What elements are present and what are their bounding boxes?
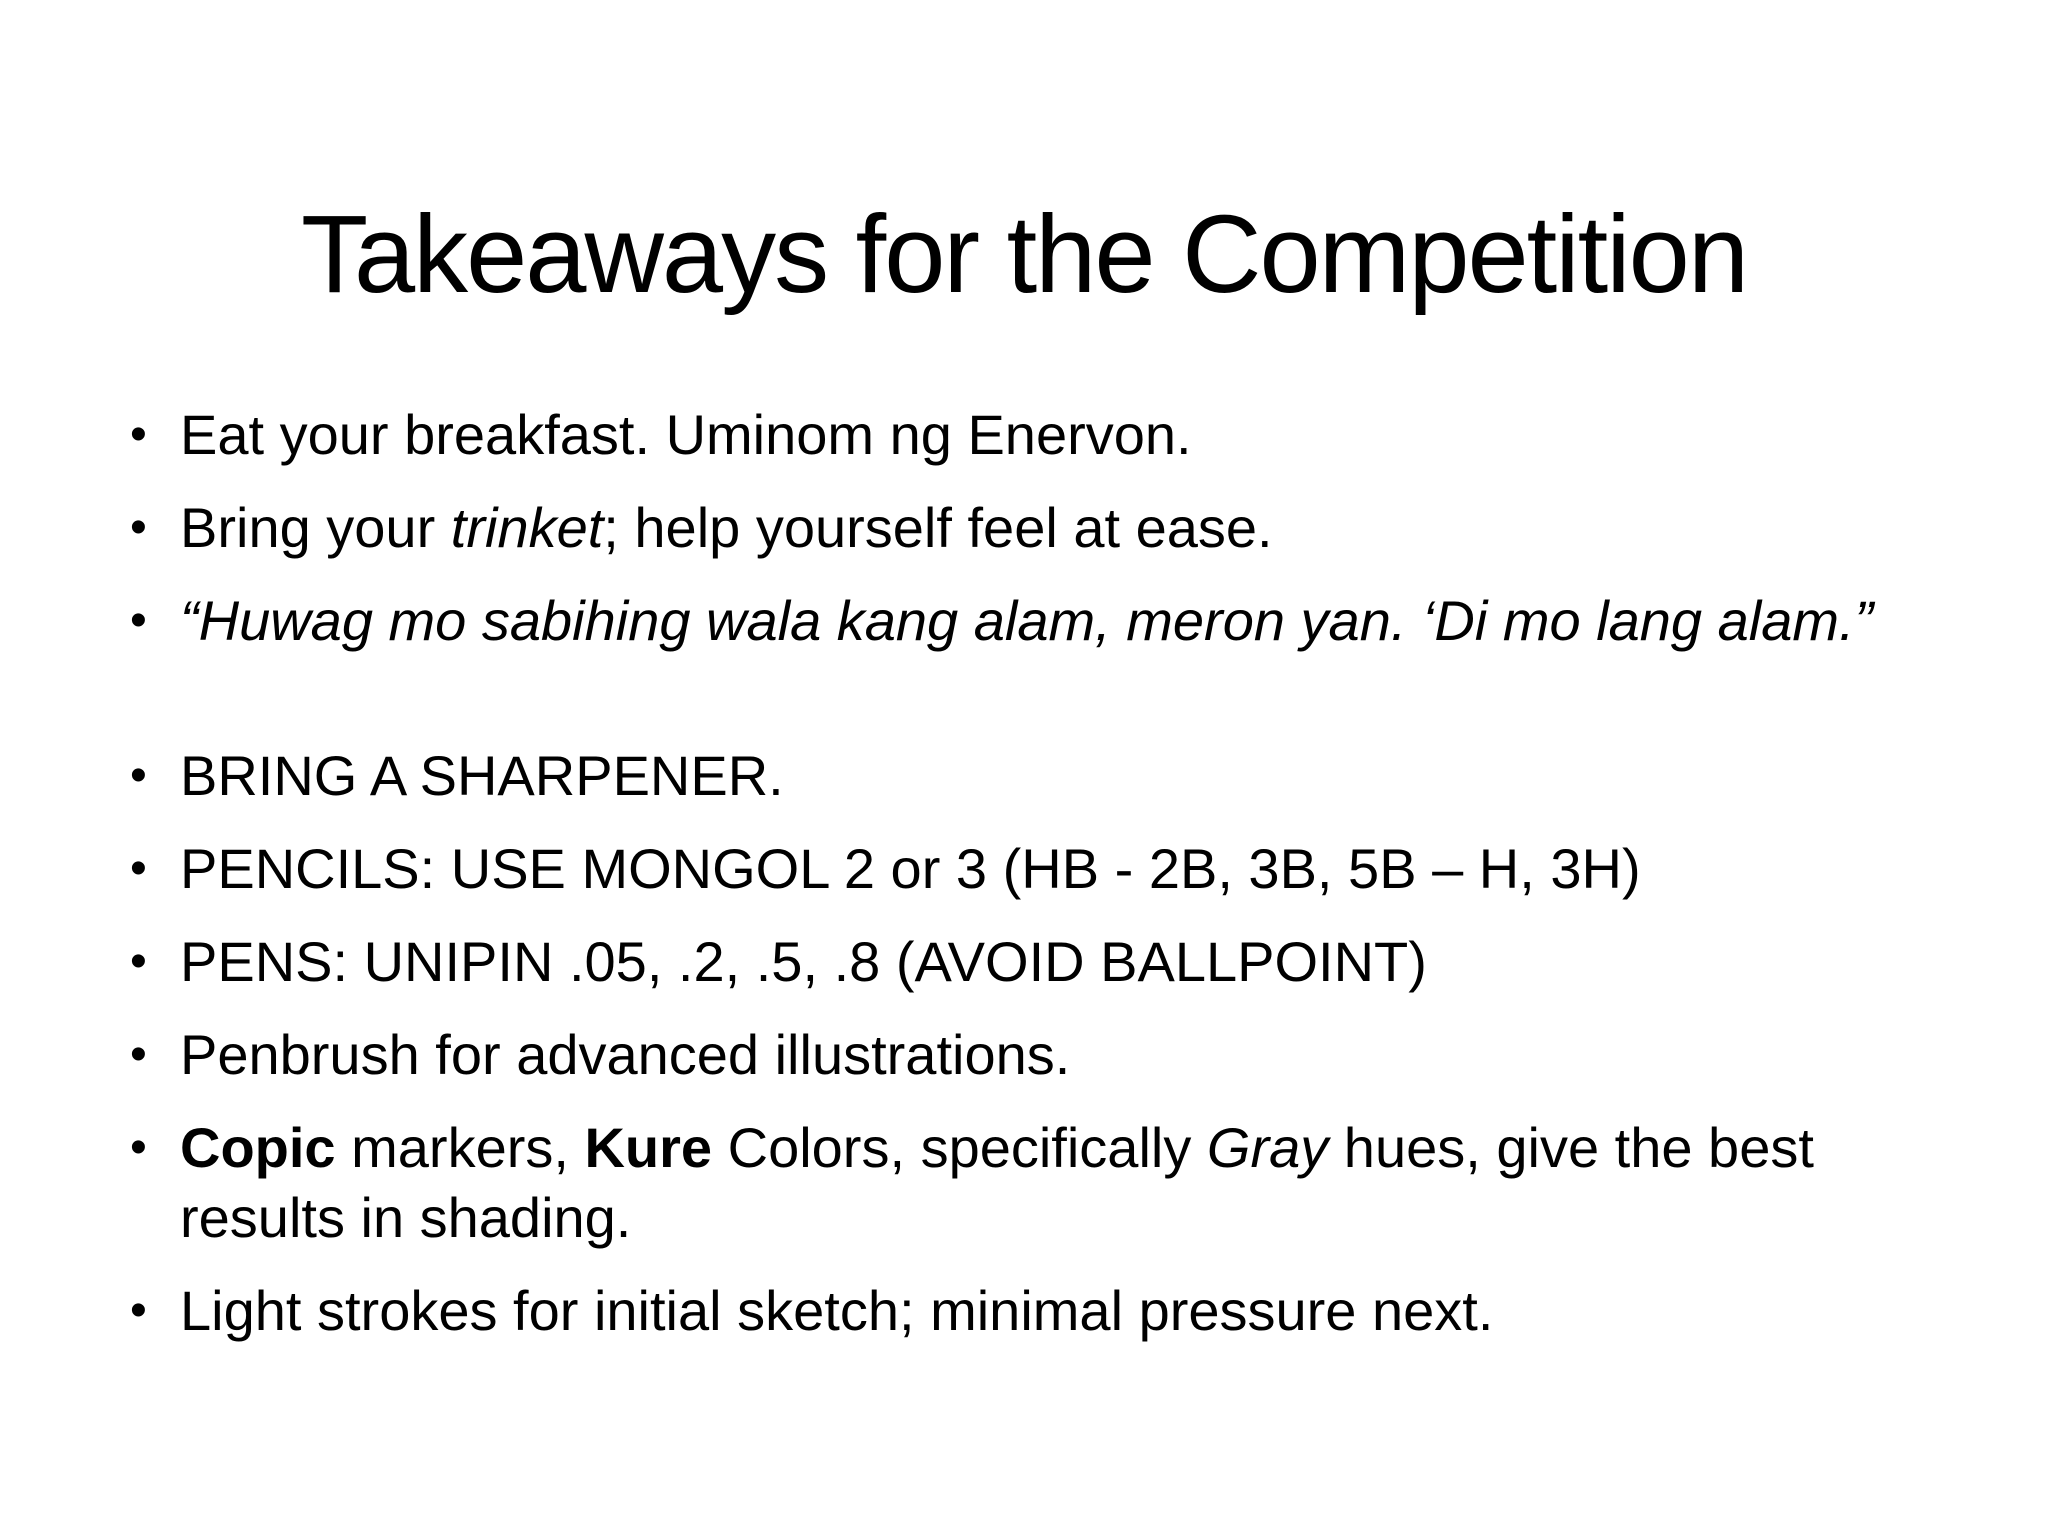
bullet-item <box>130 927 1910 997</box>
bullet-item <box>130 493 1910 563</box>
bullet-text: Bring your <box>180 496 451 559</box>
bullet-quote: “Huwag mo sabihing wala kang alam, meron yan. ‘Di mo lang alam.” <box>180 589 1874 652</box>
bullet-dot: • <box>130 935 147 988</box>
bullet-item <box>130 1276 1910 1346</box>
bullet-dot: • <box>130 501 147 554</box>
bullet-text-italic: Gray <box>1206 1116 1329 1179</box>
bullet-dot: • <box>130 408 147 461</box>
bullet-dot: • <box>130 749 147 802</box>
slide-title: Takeaways for the Competition <box>300 193 1748 316</box>
bullet-item <box>130 741 1910 811</box>
bullet-dot: • <box>130 842 147 895</box>
bullet-dot: • <box>130 594 147 647</box>
bullet-text: hues, give the best results in shading. <box>180 1116 1814 1249</box>
bullet-list <box>130 400 1910 1369</box>
bullet-dot: • <box>130 1284 147 1337</box>
bullet-text-italic: trinket <box>450 496 604 559</box>
bullet-dot: • <box>130 1028 147 1081</box>
bullet-item <box>130 1020 1910 1090</box>
bullet-item <box>130 400 1910 470</box>
bullet-dot: • <box>130 1121 147 1174</box>
bullet-item <box>130 1113 1910 1253</box>
bullet-text-bold: Copic <box>180 1116 336 1179</box>
bullet-text: PENS: UNIPIN .05, .2, .5, .8 (AVOID BALLPOINT) <box>180 930 1427 993</box>
bullet-item <box>130 834 1910 904</box>
bullet-text: Eat your breakfast. Uminom ng Enervon. <box>180 403 1192 466</box>
bullet-text: BRING A SHARPENER. <box>180 744 784 807</box>
bullet-text: ; help yourself feel at ease. <box>603 496 1273 559</box>
bullet-text: PENCILS: USE MONGOL 2 or 3 (HB - 2B, 3B, 5B – H, 3H) <box>180 837 1641 900</box>
bullet-text-bold: Kure <box>584 1116 713 1179</box>
bullet-text: Light strokes for initial sketch; minimal pressure next. <box>180 1279 1494 1342</box>
bullet-item <box>130 586 1910 656</box>
bullet-text: markers, <box>335 1116 585 1179</box>
bullet-text: Colors, specifically <box>712 1116 1207 1179</box>
bullet-text: Penbrush for advanced illustrations. <box>180 1023 1071 1086</box>
